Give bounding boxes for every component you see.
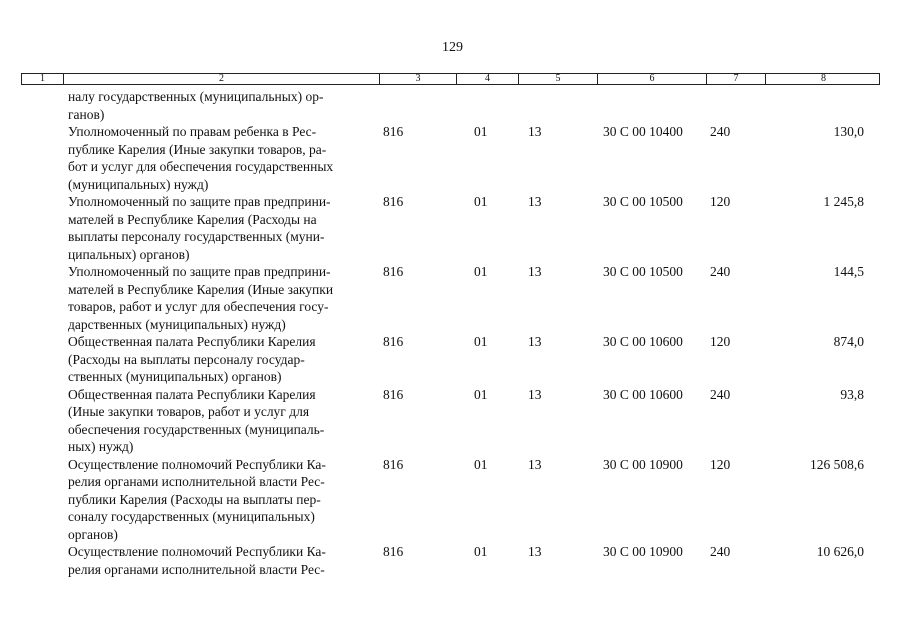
header-col-4: 4: [456, 73, 518, 85]
row-description-line: публике Карелия (Иные закупки товаров, ра-: [68, 141, 327, 157]
subsection-code: 13: [528, 334, 542, 349]
expense-type-code: 120: [710, 334, 731, 349]
expense-type-code: 120: [710, 194, 731, 209]
ved-code: 816: [383, 124, 404, 139]
row-description-line: релия органами исполнительной власти Рес-: [68, 474, 325, 489]
section-code: 01: [474, 456, 488, 472]
header-col-8: 8: [765, 73, 881, 85]
amount-value: 1 245,8: [823, 194, 864, 209]
subsection-code: 13: [528, 264, 542, 279]
header-col-1: 1: [40, 73, 45, 84]
section-code: 01: [474, 544, 488, 559]
header-col-6: 6: [597, 73, 706, 85]
row-description-line: мателей в Республике Карелия (Иные закупки: [68, 281, 334, 297]
row-description-line: Уполномоченный по защите прав предприни-: [68, 194, 331, 209]
expense-type-code: 120: [710, 456, 731, 472]
row-description-line: ципальных) органов): [68, 246, 190, 262]
expense-type-code: 240: [710, 264, 731, 279]
row-description-line: ственных (муниципальных) органов): [68, 369, 282, 384]
row-description-line: ных) нужд): [68, 439, 134, 454]
expense-type-code: 240: [710, 544, 731, 559]
ved-code: 816: [383, 334, 404, 349]
row-description-line: Осуществление полномочий Республики Ка-: [68, 544, 326, 559]
row-description-line: соналу государственных (муниципальных): [68, 509, 315, 524]
row-description-line: дарственных (муниципальных) нужд): [68, 316, 286, 332]
subsection-code: 13: [528, 544, 542, 559]
row-description-line: релия органами исполнительной власти Рес-: [68, 561, 325, 577]
header-col-2: 2: [63, 73, 379, 85]
row-description-line: (Расходы на выплаты персоналу государ-: [68, 351, 305, 367]
amount-value: 126 508,6: [810, 456, 864, 472]
page-number: 129: [442, 40, 463, 55]
target-article-code: 30 С 00 10500: [603, 264, 683, 279]
row-description-line: обеспечения государственных (муниципаль-: [68, 421, 325, 437]
subsection-code: 13: [528, 456, 542, 472]
target-article-code: 30 С 00 10400: [603, 124, 683, 139]
row-description-line: публики Карелия (Расходы на выплаты пер-: [68, 491, 321, 507]
section-code: 01: [474, 124, 488, 139]
section-code: 01: [474, 386, 488, 402]
target-article-code: 30 С 00 10500: [603, 194, 683, 209]
subsection-code: 13: [528, 386, 542, 402]
row-description-line: Уполномоченный по правам ребенка в Рес-: [68, 124, 317, 139]
amount-value: 144,5: [833, 264, 864, 279]
subsection-code: 13: [528, 124, 542, 139]
target-article-code: 30 С 00 10600: [603, 386, 683, 402]
row-description-line: Осуществление полномочий Республики Ка-: [68, 456, 326, 472]
section-code: 01: [474, 194, 488, 209]
target-article-code: 30 С 00 10900: [603, 456, 683, 472]
row-description-line: выплаты персоналу государственных (муни-: [68, 229, 325, 244]
target-article-code: 30 С 00 10900: [603, 544, 683, 559]
amount-value: 874,0: [833, 334, 864, 349]
header-col-7: 7: [706, 73, 765, 85]
expense-type-code: 240: [710, 124, 731, 139]
ved-code: 816: [383, 456, 404, 472]
carryover-line: налу государственных (муниципальных) ор-: [68, 89, 324, 104]
carryover-line: ганов): [68, 106, 105, 122]
subsection-code: 13: [528, 194, 542, 209]
row-description-line: бот и услуг для обеспечения государственных: [68, 159, 334, 174]
ved-code: 816: [383, 386, 404, 402]
table-header-row: [21, 73, 880, 85]
expense-type-code: 240: [710, 386, 731, 402]
row-description-line: (муниципальных) нужд): [68, 176, 209, 192]
amount-value: 130,0: [833, 124, 864, 139]
amount-value: 93,8: [840, 386, 864, 402]
ved-code: 816: [383, 264, 404, 279]
row-description-line: Общественная палата Республики Карелия: [68, 334, 316, 349]
amount-value: 10 626,0: [816, 544, 864, 559]
target-article-code: 30 С 00 10600: [603, 334, 683, 349]
row-description-line: Уполномоченный по защите прав предприни-: [68, 264, 331, 279]
header-col-3: 3: [379, 73, 456, 85]
section-code: 01: [474, 264, 488, 279]
row-description-line: мателей в Республике Карелия (Расходы на: [68, 211, 317, 227]
ved-code: 816: [383, 194, 404, 209]
row-description-line: органов): [68, 526, 118, 542]
section-code: 01: [474, 334, 488, 349]
header-col-5: 5: [518, 73, 597, 85]
row-description-line: товаров, работ и услуг для обеспечения госу-: [68, 299, 329, 314]
row-description-line: (Иные закупки товаров, работ и услуг для: [68, 404, 310, 419]
ved-code: 816: [383, 544, 404, 559]
row-description-line: Общественная палата Республики Карелия: [68, 386, 316, 402]
